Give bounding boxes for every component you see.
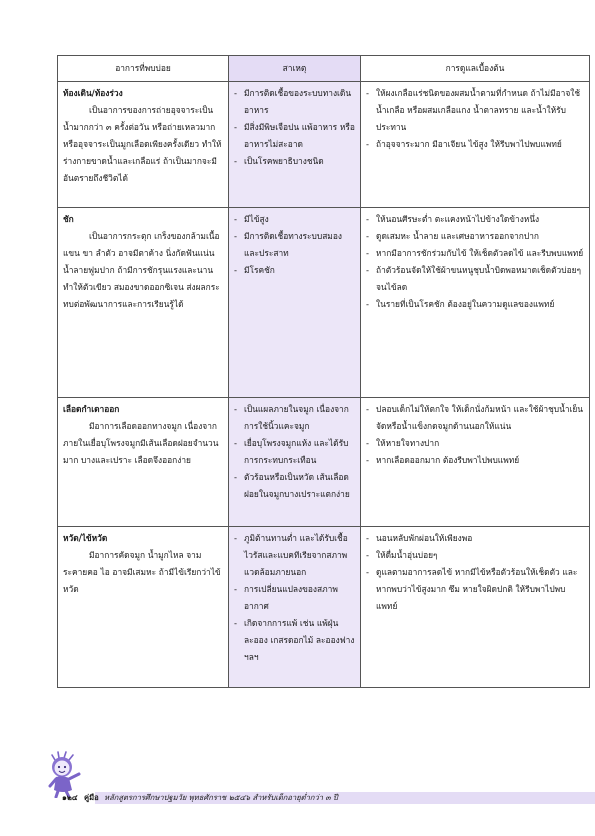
cause-item: - มีการติดเชื้อทางระบบสมองและประสาท [234, 228, 355, 262]
table-row [58, 398, 590, 527]
cause-item: - มีไข้สูง [234, 211, 355, 228]
symptom-description: มีอาการคัดจมูก น้ำมูกไหล จามระคายคอ ไอ อาจมีเสมหะ ถ้ามีไข้เรียกว่าไข้หวัด [63, 550, 221, 594]
symptom-title: เลือดกำเดาออก [63, 404, 120, 414]
header-symptom: อาการที่พบบ่อย [58, 56, 229, 82]
care-item: - ให้ผงเกลือแร่ชนิดของผสมน้ำตามที่กำหนด ถ้าไม่มีอาจใช้น้ำเกลือ หรือผสมเกลือแกง น้ำตาลทราย และน้ำให้รับประทาน [366, 85, 584, 136]
table-row [58, 527, 590, 688]
cause-item: - เยื่อบุโพรงจมูกแห้ง และได้รับการกระทบกระเทือน [234, 435, 355, 469]
symptom-cell [58, 208, 229, 398]
symptom-cell [58, 527, 229, 688]
care-item: - ในรายที่เป็นโรคชัก ต้องอยู่ในความดูแลของแพทย์ [366, 296, 584, 313]
symptom-description: เป็นอาการของการถ่ายอุจจาระเป็นน้ำมากกว่า ๓ ครั้งต่อวัน หรือถ่ายเหลวมาก หรืออุจจาระเป็นมูกเลือดเพียงครั้งเดียว ทำให้ร่างกายขาดน้ำและเกลือแร่ ถ้าเป็นมากจะมีอันตรายถึงชีวิตได้ [63, 105, 222, 183]
care-item: - ให้หายใจทางปาก [366, 435, 584, 452]
table-row [58, 82, 590, 208]
care-cell [361, 208, 590, 398]
care-item: - หากมีอาการชักร่วมกับไข้ ให้เช็ดตัวลดไข้ และรีบพบแพทย์ [366, 245, 584, 262]
cause-item: - เป็นแผลภายในจมูก เนื่องจากการใช้นิ้วแคะจมูก [234, 401, 355, 435]
care-cell [361, 527, 590, 688]
cause-cell [229, 82, 361, 208]
page-number: ๑๒๔ [62, 793, 78, 802]
symptom-description: เป็นอาการกระตุก เกร็งของกล้ามเนื้อแขน ขา ลำตัว อาจมีตาค้าง นิ่งกัดฟันแน่น น้ำลายฟูมปาก ถ้ามีการชักรุนแรงและนาน ทำให้ตัวเขียว สมองขาดออกซิเจน ส่งผลกระทบต่อพัฒนาการและการเรียนรู้ได้ [63, 231, 220, 309]
care-item: - ปลอบเด็กไม่ให้ตกใจ ให้เด็กนั่งก้มหน้า และใช้ผ้าชุบน้ำเย็นจัดหรือน้ำแข็งกดจมูกด้านนอกให้แน่น [366, 401, 584, 435]
table-header-row [58, 56, 590, 82]
cause-cell [229, 527, 361, 688]
cause-item: - การเปลี่ยนแปลงของสภาพอากาศ [234, 581, 355, 615]
symptom-care-table [57, 55, 590, 688]
table-row [58, 208, 590, 398]
care-item: - ให้นอนศีรษะต่ำ ตะแคงหน้าไปข้างใดข้างหนึ่ง [366, 211, 584, 228]
cause-item: - เกิดจากการแพ้ เช่น แพ้ฝุ่นละออง เกสรดอกไม้ ละอองฟาง ฯลฯ [234, 615, 355, 666]
cause-item: - มีสิ่งมีพิษเจือปน แพ้อาหาร หรืออาหารไม่สะอาด [234, 119, 355, 153]
book-title: หลักสูตรการศึกษาปฐมวัย พุทธศักราช ๒๕๔๖ สำหรับเด็กอายุต่ำกว่า ๓ ปี [104, 793, 338, 802]
cause-item: - มีโรคชัก [234, 262, 355, 279]
care-item: - นอนหลับพักผ่อนให้เพียงพอ [366, 530, 584, 547]
care-item: - หากเลือดออกมาก ต้องรีบพาไปพบแพทย์ [366, 452, 584, 469]
care-item: - ดูดเสมหะ น้ำลาย และเศษอาหารออกจากปาก [366, 228, 584, 245]
symptom-title: หวัด/ไข้หวัด [63, 533, 108, 543]
symptom-title: ท้องเดิน/ท้องร่วง [63, 88, 123, 98]
care-item: - ดูแลตามอาการลดไข้ หากมีไข้หรือตัวร้อนให้เช็ดตัว และหากพบว่าไข้สูงมาก ซึม หายใจผิดปกติ ให้รีบพาไปพบแพทย์ [366, 564, 584, 615]
book-label: คู่มือ [84, 793, 99, 802]
symptom-cell [58, 398, 229, 527]
footer [62, 791, 338, 805]
header-cause: สาเหตุ [229, 56, 361, 82]
cause-cell [229, 398, 361, 527]
care-cell [361, 398, 590, 527]
care-item: - ถ้าตัวร้อนจัดให้ใช้ผ้าขนหนูชุบน้ำบิดพอหมาดเช็ดตัวบ่อยๆ จนไข้ลด [366, 262, 584, 296]
cause-item: - ภูมิต้านทานต่ำ และได้รับเชื้อไวรัสและแบคทีเรียจากสภาพแวดล้อมภายนอก [234, 530, 355, 581]
cause-cell [229, 208, 361, 398]
care-cell [361, 82, 590, 208]
header-care: การดูแลเบื้องต้น [361, 56, 590, 82]
care-item: - ถ้าอุจจาระมาก มีอาเจียน ไข้สูง ให้รีบพาไปพบแพทย์ [366, 136, 584, 153]
symptom-description: มีอาการเลือดออกทางจมูก เนื่องจากภายในเยื่อบุโพรงจมูกมีเส้นเลือดฝอยจำนวนมาก บางและเปราะ เลือดจึงออกง่าย [63, 421, 219, 465]
care-item: - ให้ดื่มน้ำอุ่นบ่อยๆ [366, 547, 584, 564]
symptom-title: ชัก [63, 214, 74, 224]
cause-item: - ตัวร้อนหรือเป็นหวัด เส้นเลือดฝอยในจมูกบางเปราะแตกง่าย [234, 469, 355, 503]
cause-item: - มีการติดเชื้อของระบบทางเดินอาหาร [234, 85, 355, 119]
cause-item: - เป็นโรคพยาธิบางชนิด [234, 153, 355, 170]
symptom-cell [58, 82, 229, 208]
